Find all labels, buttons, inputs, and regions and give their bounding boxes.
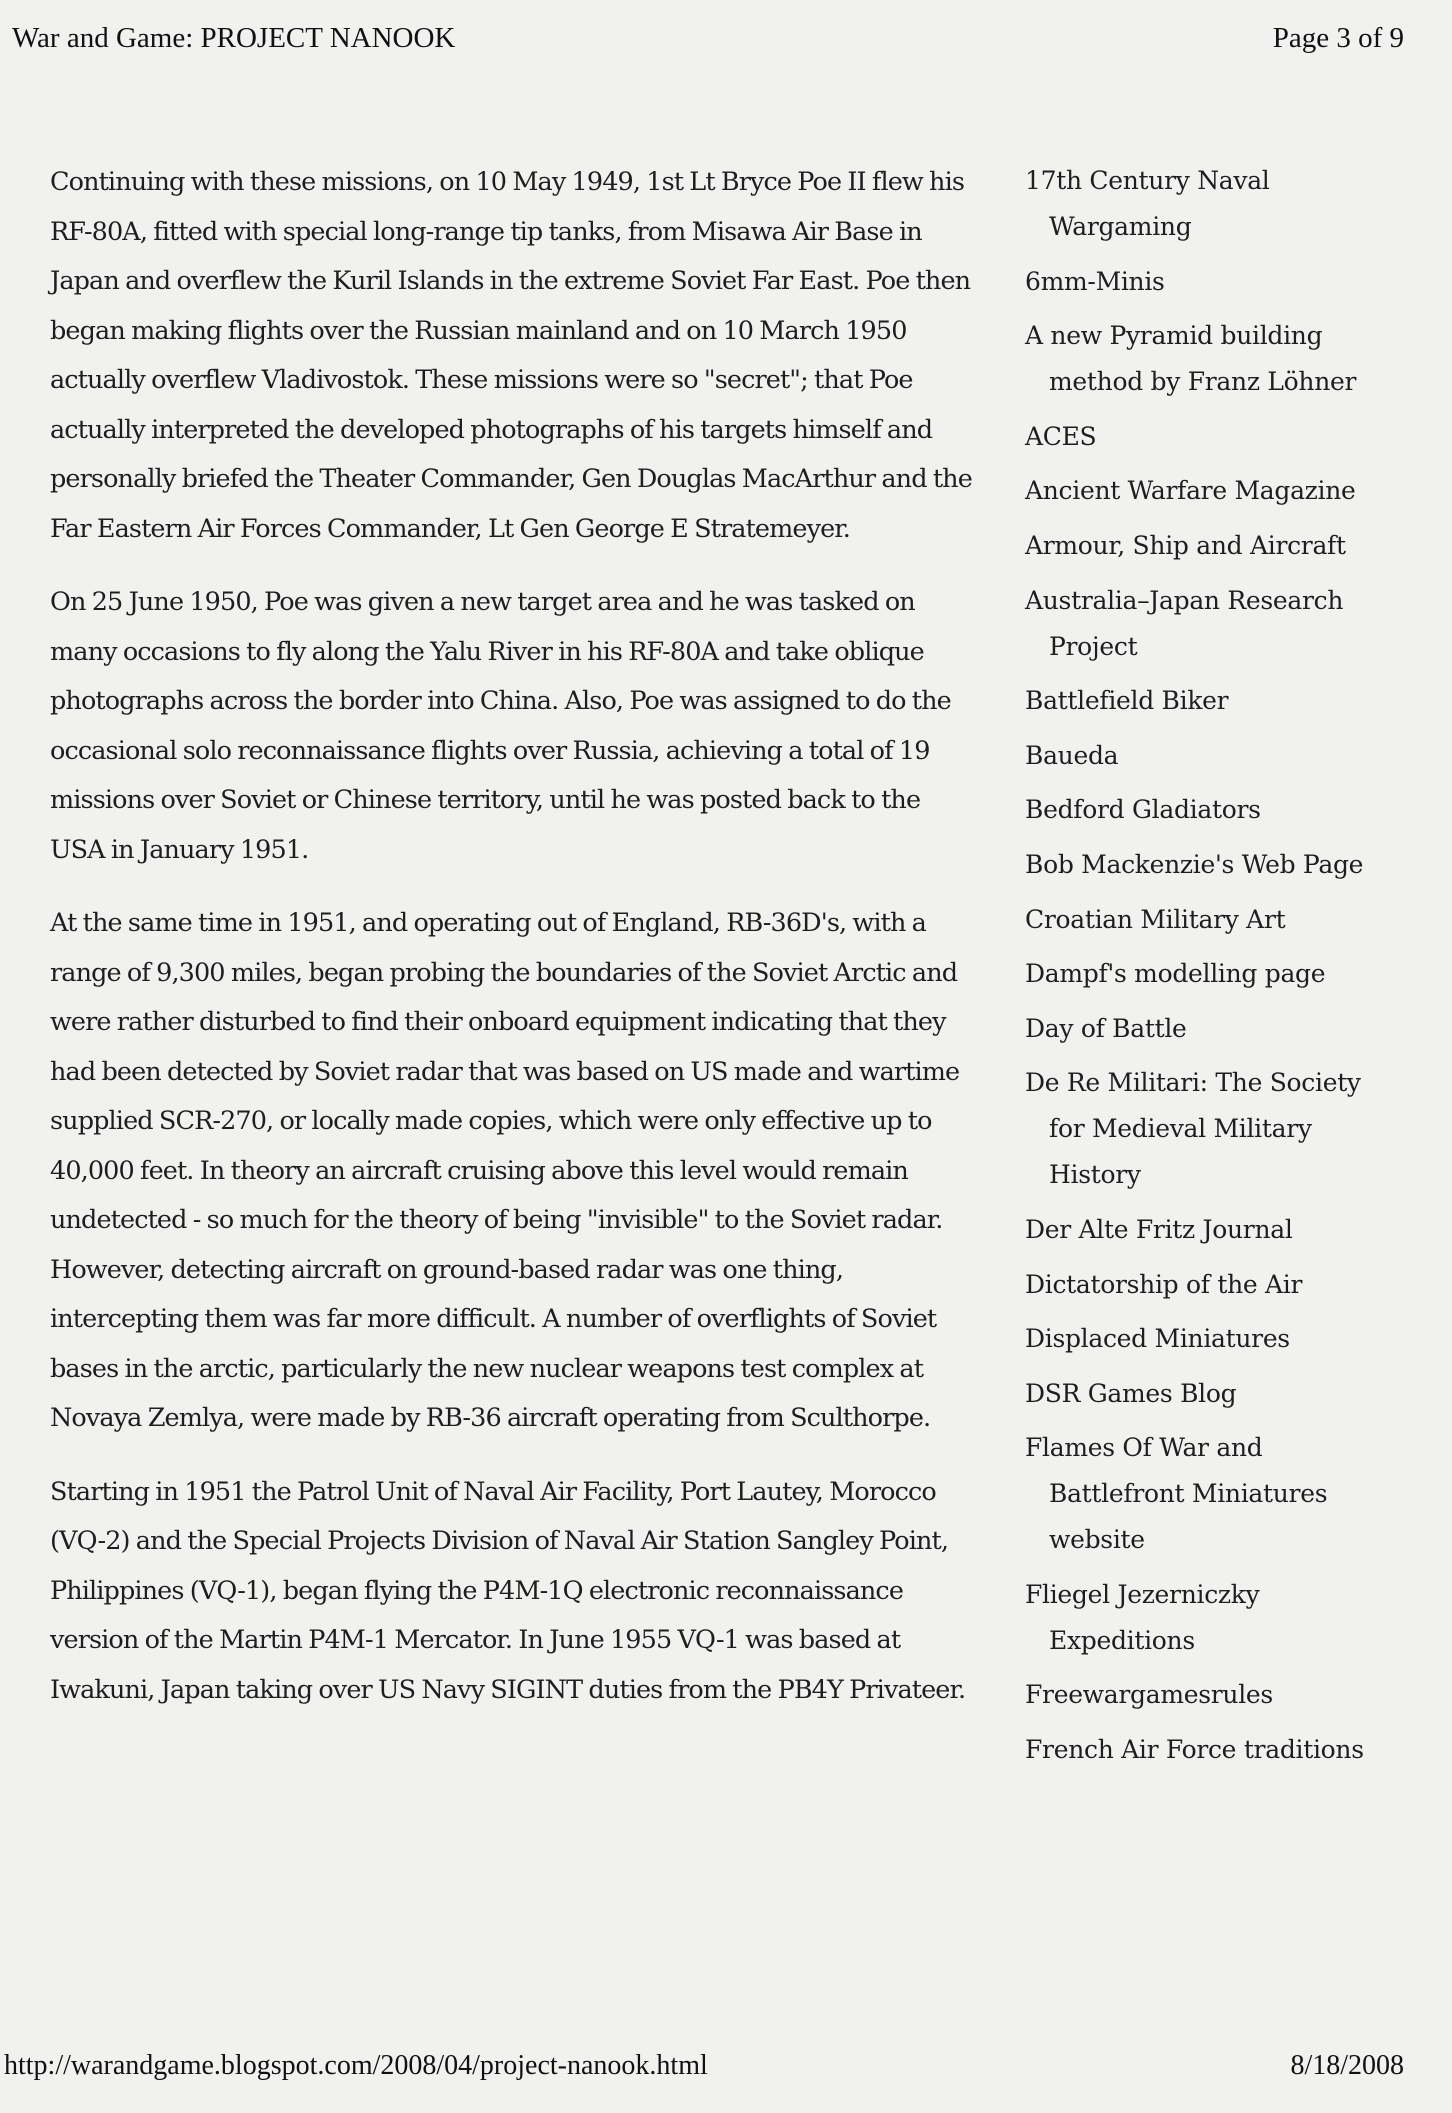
article-paragraph: Starting in 1951 the Patrol Unit of Naval Air Facility, Port Lautey, Morocco (VQ-2) and the Special Projects Division of Naval Air Station Sangley Point, Philippines (VQ-1), began flying the P4M-1Q electronic reconnaissance version of the Martin P4M-1 Mercator. In June 1955 VQ-1 was based at Iwakuni, Japan taking over US Navy SIGINT duties from the PB4Y Privateer. — [50, 1476, 966, 1705]
sidebar-link[interactable]: Dictatorship of the Air — [1025, 1269, 1303, 1299]
sidebar-link[interactable]: Bedford Gladiators — [1025, 795, 1261, 825]
list-item — [1025, 313, 1385, 405]
sidebar-link[interactable]: Freewargamesrules — [1025, 1680, 1273, 1710]
list-item — [1025, 158, 1385, 250]
sidebar-link[interactable]: Flames Of War and Battlefront Miniatures website — [1025, 1433, 1328, 1555]
list-item — [1025, 951, 1385, 997]
sidebar-link[interactable]: Armour, Ship and Aircraft — [1025, 530, 1346, 560]
sidebar-link[interactable]: 6mm-Minis — [1025, 266, 1165, 296]
list-item — [1025, 733, 1385, 779]
print-date: 8/18/2008 — [1290, 2050, 1404, 2081]
sidebar-link[interactable]: Dampf's modelling page — [1025, 959, 1326, 989]
sidebar-link[interactable]: Fliegel Jezerniczky Expeditions — [1025, 1579, 1260, 1655]
list-item — [1025, 678, 1385, 724]
list-item — [1025, 1262, 1385, 1308]
list-item — [1025, 1207, 1385, 1253]
sidebar-link[interactable]: French Air Force traditions — [1025, 1735, 1364, 1765]
sidebar-link[interactable]: Displaced Miniatures — [1025, 1324, 1290, 1354]
list-item — [1025, 897, 1385, 943]
article-body — [50, 158, 980, 1739]
sidebar-link[interactable]: Day of Battle — [1025, 1013, 1187, 1043]
sidebar-link[interactable]: De Re Militari: The Society for Medieval Military History — [1025, 1068, 1361, 1190]
list-item — [1025, 1425, 1385, 1563]
sidebar-link[interactable]: ACES — [1025, 421, 1097, 451]
sidebar-link[interactable]: Ancient Warfare Magazine — [1025, 476, 1356, 506]
list-item — [1025, 259, 1385, 305]
sidebar-link[interactable]: Croatian Military Art — [1025, 904, 1286, 934]
sidebar-link[interactable]: Baueda — [1025, 740, 1119, 770]
sidebar-links — [1025, 158, 1385, 1782]
list-item — [1025, 1060, 1385, 1198]
article-paragraph: On 25 June 1950, Poe was given a new target area and he was tasked on many occasions to fly along the Yalu River in his RF-80A and take oblique photographs across the border into China. Also, Poe was assigned to do the occasional solo reconnaissance flights over Russia, achieving a total of 19 missions over Soviet or Chinese territory, until he was posted back to the USA in January 1951. — [50, 587, 951, 865]
article-paragraph: Continuing with these missions, on 10 May 1949, 1st Lt Bryce Poe II flew his RF-80A, fitted with special long-range tip tanks, from Misawa Air Base in Japan and overflew the Kuril Islands in the extreme Soviet Far East. Poe then began making flights over the Russian mainland and on 10 March 1950 actually overflew Vladivostok. These missions were so "secret"; that Poe actually interpreted the developed photographs of his targets himself and personally briefed the Theater Commander, Gen Douglas MacArthur and the Far Eastern Air Forces Commander, Lt Gen George E Stratemeyer. — [50, 167, 972, 544]
list-item — [1025, 1006, 1385, 1052]
list-item — [1025, 787, 1385, 833]
sidebar-link[interactable]: Battlefield Biker — [1025, 686, 1229, 716]
list-item — [1025, 1672, 1385, 1718]
page-url: http://warandgame.blogspot.com/2008/04/project-nanook.html — [4, 2050, 708, 2081]
list-item — [1025, 1572, 1385, 1664]
sidebar-link[interactable]: Bob Mackenzie's Web Page — [1025, 849, 1364, 879]
link-list — [1025, 158, 1385, 1773]
list-item — [1025, 523, 1385, 569]
list-item — [1025, 1371, 1385, 1417]
page-indicator: Page 3 of 9 — [1272, 22, 1404, 54]
list-item — [1025, 468, 1385, 514]
list-item — [1025, 414, 1385, 460]
list-item — [1025, 578, 1385, 670]
article-paragraph: At the same time in 1951, and operating out of England, RB-36D's, with a range of 9,300 miles, began probing the boundaries of the Soviet Arctic and were rather disturbed to find their onboard equipment indicating that they had been detected by Soviet radar that was based on US made and wartime supplied SCR-270, or locally made copies, which were only effective up to 40,000 feet. In theory an aircraft cruising above this level would remain undetected - so much for the theory of being "invisible" to the Soviet radar. However, detecting aircraft on ground-based radar was one thing, intercepting them was far more difficult. A number of overflights of Soviet bases in the arctic, particularly the new nuclear weapons test complex at Novaya Zemlya, were made by RB-36 aircraft operating from Sculthorpe. — [50, 908, 960, 1433]
sidebar-link[interactable]: Der Alte Fritz Journal — [1025, 1214, 1293, 1244]
sidebar-link[interactable]: Australia–Japan Research Project — [1025, 585, 1344, 661]
page-title: War and Game: PROJECT NANOOK — [12, 22, 456, 54]
list-item — [1025, 842, 1385, 888]
sidebar-link[interactable]: 17th Century Naval Wargaming — [1025, 166, 1270, 241]
list-item — [1025, 1727, 1385, 1773]
list-item — [1025, 1316, 1385, 1362]
sidebar-link[interactable]: A new Pyramid building method by Franz Löhner — [1025, 321, 1357, 397]
sidebar-link[interactable]: DSR Games Blog — [1025, 1378, 1237, 1408]
